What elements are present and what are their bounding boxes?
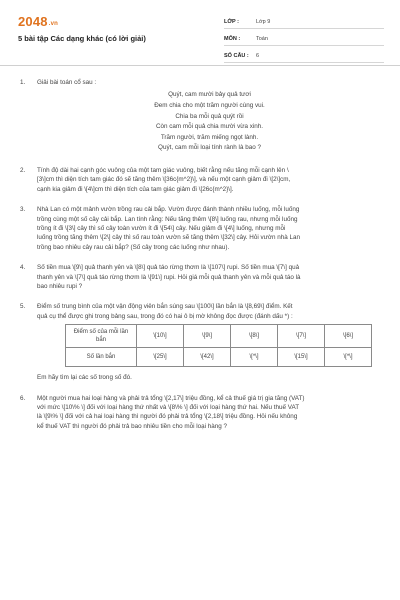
question-line: với mức \[10\% \] đối với loại hàng thứ nhất và \[8\% \] đối với loại hàng thứ hai. Nếu thuế VAT [37, 404, 300, 412]
meta-panel [224, 12, 384, 63]
question-line: là \[9\% \] đối với cả hai loại hàng thì người đó phải trả tổng \[2,18\] triệu đồng. Hỏi nếu không [37, 413, 298, 421]
question-number: 6. [20, 394, 26, 402]
question-number: 3. [20, 206, 26, 214]
question-line: bao nhiêu rupi ? [37, 283, 83, 291]
question-intro: Giải bài toán cổ sau : [37, 79, 97, 86]
meta-row-grade [224, 12, 384, 29]
poem-line: Quýt, cam mười bảy quả tươi [168, 91, 251, 99]
question-line: Điểm số trung bình của một vận động viên bắn súng sau \[100\] lần bắn là \[8,69\] điểm. Kết [37, 303, 293, 311]
meta-key: SỐ CÂU : [224, 53, 249, 59]
table-cell: \[10\] [137, 325, 184, 348]
meta-row-question-count [224, 46, 384, 63]
table-row-header: Số lần bắn [66, 348, 137, 367]
brand-logo[interactable] [18, 14, 58, 29]
question-2 [0, 166, 400, 194]
question-line: cạnh kia giảm đi \[4\]cm thì diện tích của tam giác giảm đi \[26c{m^2}\]. [37, 185, 234, 193]
question-3 [0, 205, 400, 252]
poem-line: Quýt, cam mỗi loại tính rành là bao ? [158, 144, 261, 152]
table-cell: \[25\] [137, 348, 184, 367]
table-cell: \[*\] [231, 348, 278, 367]
question-1 [0, 78, 400, 154]
question-5 [0, 302, 400, 382]
question-line: trồng bao nhiêu cây rau cải bắp? (Số cây trong các luống như nhau). [37, 243, 230, 251]
question-line: Tính độ dài hai cạnh góc vuông của một tam giác vuông, biết rằng nếu tăng mỗi cạnh lên \ [37, 166, 289, 174]
question-line: trồng ít đi \[3\] cây thì số cây toàn vườn ít đi \[54\] cây. Nếu giảm đi \[4\] luống, nhưng mỗi [37, 225, 286, 232]
question-number: 2. [20, 166, 26, 174]
logo-text: 2048 [18, 14, 48, 29]
meta-value: 6 [256, 53, 260, 59]
table-cell: \[15\] [278, 348, 325, 367]
table-cell: \[9\] [184, 325, 231, 348]
table-cell: \[*\] [325, 348, 372, 367]
question-line: [3\]cm thì diện tích tam giác đó sẽ tăng thêm \[36c{m^2}\], và nếu một cạnh giảm đi \[2\]cm, [37, 176, 291, 184]
meta-key: MÔN : [224, 36, 241, 42]
question-line: Nhà Lan có một mảnh vườn trồng rau cải bắp. Vườn được đánh thành nhiều luống, mỗi luống [37, 206, 300, 214]
question-line: Em hãy tìm lại các số trong số đó. [37, 374, 132, 382]
meta-value: Toán [256, 36, 268, 42]
table-cell: \[6\] [325, 325, 372, 348]
table-cell: \[8\] [231, 325, 278, 348]
meta-row-subject [224, 29, 384, 46]
meta-key: LỚP : [224, 19, 239, 25]
table-row-scores [66, 325, 372, 348]
question-line: quả cụ thể được ghi trong bảng sau, trong đó có hai ô bị mờ không đọc được (đánh dấu *) : [37, 312, 293, 320]
question-line: trồng cùng một số cây cải bắp. Lan tính rằng: Nếu tăng thêm \[8\] luống rau, nhưng mỗi luống [37, 215, 298, 223]
question-4 [0, 263, 400, 291]
document-title: 5 bài tập Các dạng khác (có lời giải) [18, 34, 146, 43]
question-line: Một người mua hai loại hàng và phải trả tổng \[2,17\] triệu đồng, kể cả thuế giá trị gia tăng (VAT) [37, 394, 305, 402]
question-number: 4. [20, 264, 26, 272]
poem-line: Đem chia cho một trăm người cùng vui. [154, 102, 265, 109]
table-row-counts [66, 348, 372, 367]
question-line: Số tiền mua \[9\] quả thanh yên và \[8\] quả táo rừng thơm là \[107\] rupi. Số tiền mua \[7\] quả [37, 264, 300, 272]
question-line: kể thuế VAT thì người đó phải trả bao nhiêu tiền cho mỗi loại hàng ? [37, 422, 228, 430]
score-table [65, 324, 372, 367]
table-row-header: Điểm số của mỗi lần bắn [66, 325, 137, 348]
meta-value: Lớp 9 [256, 19, 271, 25]
question-number: 1. [20, 79, 26, 86]
table-cell: \[42\] [184, 348, 231, 367]
poem-line: Còn cam mỗi quả chia mười vừa xinh. [155, 123, 264, 131]
question-6 [0, 394, 400, 432]
logo-suffix: .vn [48, 21, 59, 27]
question-list [0, 78, 400, 431]
poem-line: Chia ba mỗi quả quýt rồi [175, 112, 244, 120]
header-divider [0, 65, 400, 66]
table-cell: \[7\] [278, 325, 325, 348]
poem [37, 90, 382, 154]
question-line: thanh yên và \[7\] quả táo rừng thơm là \[91\] rupi. Hỏi giá mỗi quả thanh yên và mỗi quả táo là [37, 273, 301, 281]
question-line: luống trồng tăng thêm \[2\] cây thì số rau toàn vườn sẽ tăng thêm \[32\] cây. Hỏi vườn nhà Lan [37, 234, 300, 242]
question-number: 5. [20, 303, 26, 311]
poem-line: Trăm người, trăm miếng ngọt lành. [160, 133, 259, 141]
